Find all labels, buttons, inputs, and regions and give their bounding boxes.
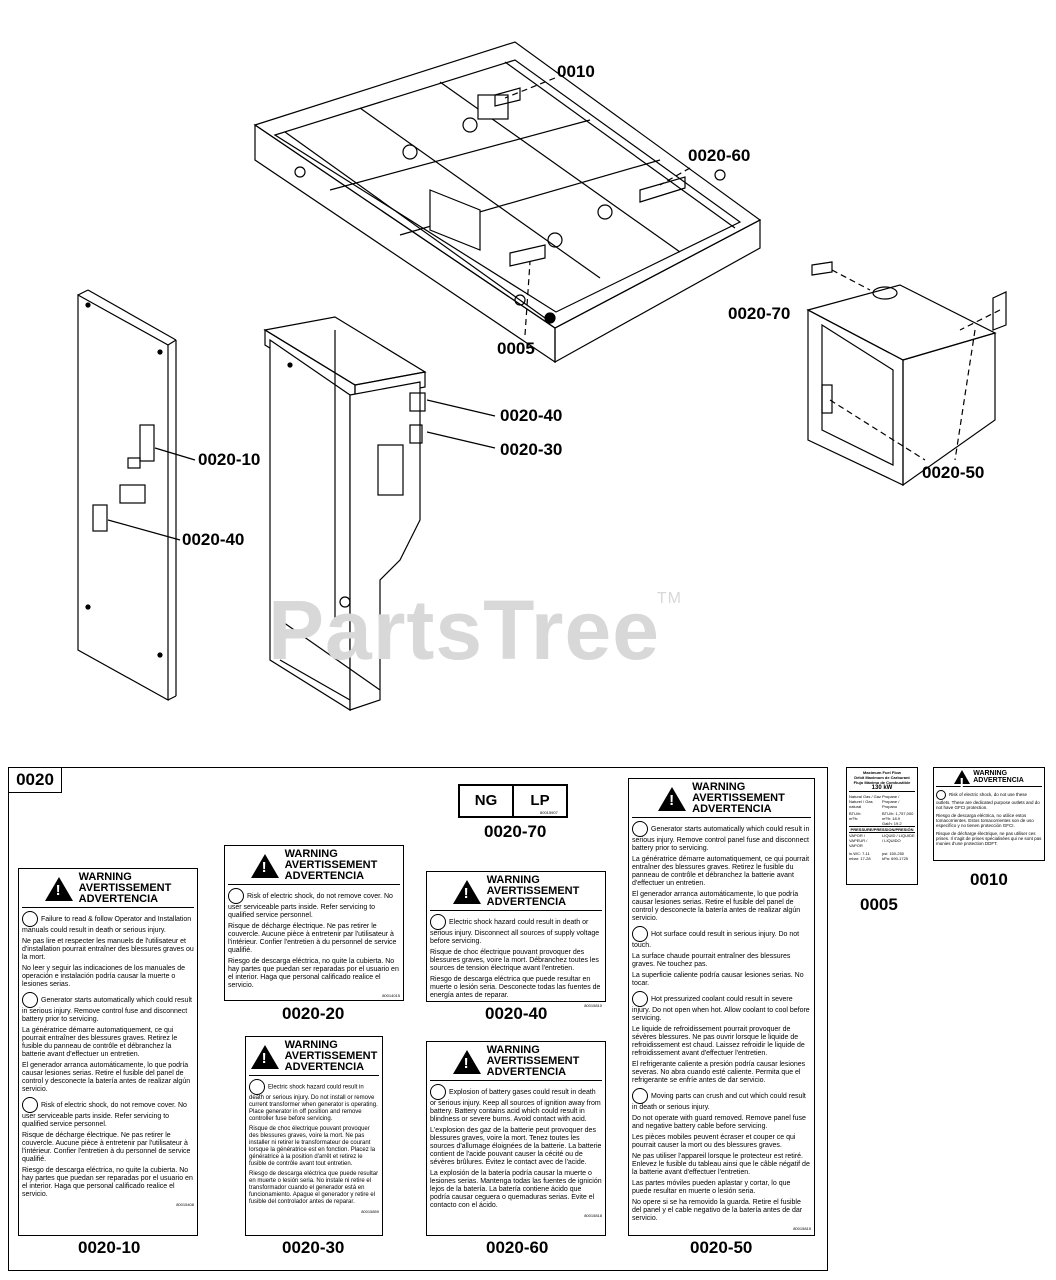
warning-triangle-icon	[453, 1050, 481, 1074]
caption-0020-60: 0020-60	[486, 1238, 549, 1257]
lp-label: LP	[530, 792, 550, 809]
ng-label: NG	[460, 786, 514, 816]
caption-0010: 0010	[970, 870, 1008, 889]
warning-triangle-icon	[954, 770, 970, 784]
decal-0020-50: ! WARNING AVERTISSEMENT ADVERTENCIA Generator starts automatically which could result in serious injury. Remove control panel fuse and disconnect battery prior to servicing. La génératrice démarre automatiquement, ce qui pourrait entraîner des blessures graves. Retirez le fusible du panneau de contrôle et débranchez la batterie avant d'effectuer un entretien. El generador arranca automáticamente, lo que podría causar lesiones serias. Retire el fusible del panel de control y desconecte la batería antes de realizar algún servicio. Hot surface could result in serious injury. Do not touch. La surface chaude pourrait entraîner des blessures graves. Ne touchez pas. La superficie caliente podría causar lesiones serias. No tocar. Hot pressurized coolant could result in severe injury. Do not open when hot. Allow coolant to cool before servicing. Le liquide de refroidissement pourrait provoquer de sévères blessures. Ne pas ouvrir lorsque le liquide de refroidissement est chaud. Laissez refroidir le liquide de refroidissement avant d'effectuer l'entretien. El refrigerante caliente a presión podría causar lesiones severas. No abra cuando esté caliente. Permita que el refrigerante se enfríe antes de dar servicio. Moving parts can crush and cut which could result in death or serious injury. Do not operate with guard removed. Remove panel fuse and negative battery cable before servicing. Les pièces mobiles peuvent écraser et couper ce qui pourrait causer la mort ou des blessures graves. Ne pas utiliser l'appareil lorsque le protecteur est retiré. Enlevez le fusible du tableau ainsi que le câble négatif de la batterie avant d'effectuer l'entretien. Las partes móviles pueden aplastar y cortar, lo que puede resultar en muerte o lesión seria. No opere si se ha removido la guarda. Retire el fusible del panel y el cable negativo de la batería antes de dar servicio. 80015815	[628, 778, 815, 1236]
decal-0020-20: ! WARNING AVERTISSEMENT ADVERTENCIA Risk of electric shock, do not remove cover. No user serviceable parts inside. Refer servicing to qualified service personnel. Risque de décharge électrique. Ne pas retirer le couvercle. Aucune pièce à entretenir par l'utilisateur à l'intérieur. Confier l'entretien à du personnel de service qualifié. Riesgo de descarga eléctrica, no quite la cubierta. No hay partes que puedan ser reparadas por el usuario en el interior. Haga que personal calificado realice el servicio. 80014015	[224, 845, 404, 1001]
front-panel	[78, 290, 176, 700]
callout-0020-70: 0020-70	[728, 304, 791, 323]
caption-0020-30: 0020-30	[282, 1238, 345, 1257]
caption-0020-50: 0020-50	[690, 1238, 753, 1257]
caption-0020-10: 0020-10	[78, 1238, 141, 1257]
electric-shock-icon	[430, 914, 446, 930]
caption-0020-40: 0020-40	[485, 1004, 548, 1023]
decal-0005: Maximum Fuel Flow Débit Maximum de Carburant Flujo Máximo de Combustible 130 kW Natural Gas / Gaz Naturel / Gas natural Propane / Propane / Propano BTU/h: BTU/h: 1,757,000 m³/h: m³/h: 18.9 Gal/h: 19.2 PRESSURE/PRESSION/PRESIÓN VAPOR / VAPEUR / VAPOR LIQUID / LIQUIDE / LIQUIDO in.WC: 7-11 psi: 150-250 mbar: 17-28 kPa: 690-1725	[846, 767, 918, 885]
moving-parts-icon	[632, 1088, 648, 1104]
callout-0020-30: 0020-30	[500, 440, 563, 459]
auto-start-icon	[632, 821, 648, 837]
hot-coolant-icon	[632, 991, 648, 1007]
decal-code: 80015907	[540, 810, 558, 815]
decal-kit-title: 0020	[8, 767, 62, 793]
electric-shock-icon	[249, 1079, 265, 1095]
decal-0020-60: ! WARNING AVERTISSEMENT ADVERTENCIA Explosion of battery gases could result in death or serious injury. Keep all sources of ignition away from battery. Battery contains acid which could result in blindness or severe burns. Avoid contact with acid. L'explosion des gaz de la batterie peut provoquer des blessures graves, voire la mort. Tenez toutes les sources d'allumage éloignées de la batterie. La batterie contient de l'acide pouvant causer la cécité ou de sévères brûlures. Évitez le contact avec de l'acide. La explosión de la batería podría causar la muerte o lesiones serias. Mantenga todas las fuentes de ignición lejos de la batería. La batería contiene ácido que podría causar ceguera o quemaduras serias. Evite el contacto con el ácido. 80015818	[426, 1041, 606, 1236]
manual-icon	[22, 911, 38, 927]
caption-0005: 0005	[860, 895, 898, 914]
callout-0020-10: 0020-10	[198, 450, 261, 469]
callout-0020-60: 0020-60	[688, 146, 751, 165]
caption-0020-70: 0020-70	[484, 822, 547, 841]
callout-0020-40-enclosure: 0020-40	[500, 406, 563, 425]
warning-header: ! WARNING AVERTISSEMENT ADVERTENCIA	[22, 872, 194, 908]
callout-0020-40-panel: 0020-40	[182, 530, 245, 549]
warning-triangle-icon	[45, 877, 73, 901]
electric-shock-icon	[228, 888, 244, 904]
warning-triangle-icon	[658, 787, 686, 811]
decal-0010: ! WARNING ADVERTENCIA Risk of electric shock, do not use these outlets. These are dedicated purpose outlets and do not have GFCI protection. Riesgo de descarga eléctrica, no utilice estos tomacorrientes. Estos tomacorrientes son de uso específico y no tienen protección GFCI. Risque de décharge électrique, ne pas utiliser ces prises. Il s'agit de prises spécialisées qui ne sont pas munies d'une protection DDFT.	[933, 767, 1045, 861]
decal-0020-40: ! WARNING AVERTISSEMENT ADVERTENCIA Electric shock hazard could result in death or serious injury. Disconnect all sources of supply voltage before servicing. Risque de choc électrique pouvant provoquer des blessures graves, voire la mort. Débranchez toutes les sources de tension électrique avant l'entretien. Riesgo de descarga eléctrica que puede resultar en muerte o lesión seria. Desconecte todas las fuentes de energía antes de reparar. 80015810	[426, 871, 606, 1002]
electric-shock-icon	[22, 1097, 38, 1113]
explosion-icon	[430, 1084, 446, 1100]
auto-start-icon	[22, 992, 38, 1008]
decal-0020-10: ! WARNING AVERTISSEMENT ADVERTENCIA Failure to read & follow Operator and Installation manuals could result in death or serious injury. Ne pas lire et respecter les manuels de l'utilisateur et d'installation pourrait entraîner des blessures graves ou la mort. No leer y seguir las indicaciones de los manuales de operación e instalación podría causar la muerte o lesiones serias. Generator starts automatically which could result in serious injury. Remove control fuse and disconnect battery prior to servicing. La génératrice démarre automatiquement, ce qui pourrait entraîner des blessures graves. Retirez le fusible du panneau de contrôle et débranchez la batterie avant d'effectuer un entretien. El generador arranca automáticamente, lo que podría causar lesiones serias. Retire el fusible del panel de control y desconecte la batería antes de realizar algún servicio. Risk of electric shock, do not remove cover. No user serviceable parts inside. Refer servicing to qualified service personnel. Risque de décharge électrique. Ne pas retirer le couvercle. Aucune pièce à entretenir par l'utilisateur à l'intérieur. Confier l'entretien à du personnel de service qualifié. Riesgo de descarga eléctrica, no quite la cubierta. No hay partes que puedan ser reparadas por el usuario en el interior. Haga que personal calificado realice el servicio. 80015408	[18, 868, 198, 1236]
electric-shock-icon	[936, 790, 946, 800]
warning-triangle-icon	[251, 1045, 279, 1069]
decal-0020-30: ! WARNING AVERTISSEMENT ADVERTENCIA Electric shock hazard could result in death or serious injury. Do not install or remove current transformer when generator is operating. Place generator in off position and remove controller fuse before servicing. Risque de choc électrique pouvant provoquer des blessures graves, voire la mort. Ne pas installer ni retirer le transformateur de courant lorsque la génératrice est en fonction. Placez la génératrice à la position d'arrêt et retirez le fusible de contrôle avant tout entretien. Riesgo de descarga eléctrica que puede resultar en muerte o lesión seria. No instale ni retire el transformador cuando el generador está en funcionamiento. Apague el generador y retire el fusible del controlador antes de reparar. 80015859	[245, 1036, 383, 1236]
caption-0020-20: 0020-20	[282, 1004, 345, 1023]
callout-0005: 0005	[497, 339, 535, 358]
callout-0020-50: 0020-50	[922, 463, 985, 482]
hot-surface-icon	[632, 926, 648, 942]
callout-0010: 0010	[557, 62, 595, 81]
base-frame	[255, 42, 760, 362]
warning-triangle-icon	[251, 854, 279, 878]
warning-triangle-icon	[453, 880, 481, 904]
radiator	[808, 262, 1006, 485]
partstree-watermark: PartsTree TM	[268, 583, 682, 677]
